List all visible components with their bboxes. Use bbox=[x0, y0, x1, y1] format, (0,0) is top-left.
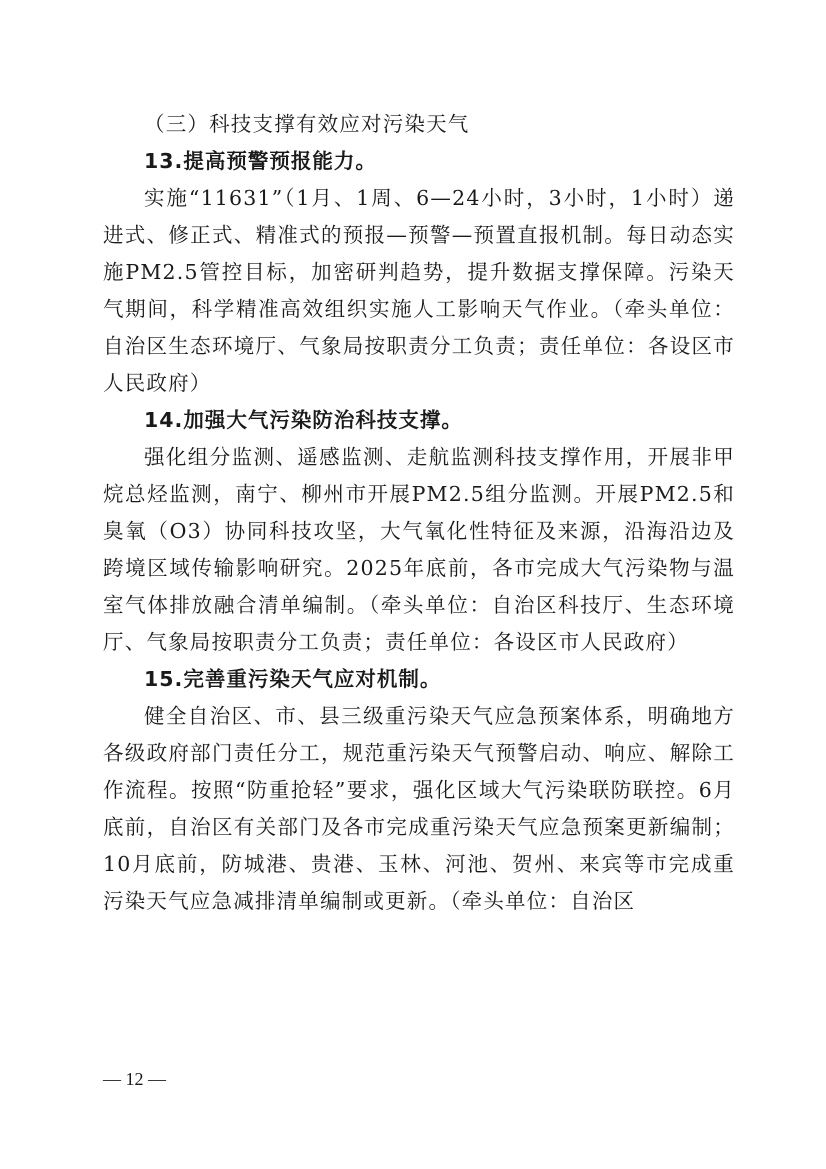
item-heading-15: 15.完善重污染天气应对机制。 bbox=[144, 667, 442, 691]
item-heading-13: 13.提高预警预报能力。 bbox=[144, 149, 377, 173]
item-body-13: 实施“11631”（1月、1周、6—24小时，3小时，1小时）递进式、修正式、精准式的预报—预警—预置直报机制。每日动态实施PM2.5管控目标，加密研判趋势，提升数据支撑保障。污染天气期间，科学精准高效组织实施人工影响天气作业。（牵头单位：自治区生态环境厅、气象局按职责分工负责；责任单位：各设区市人民政府） bbox=[103, 186, 735, 395]
page-content bbox=[103, 106, 735, 920]
item-heading-14: 14.加强大气污染防治科技支撑。 bbox=[144, 408, 463, 432]
section-subtitle: （三）科技支撑有效应对污染天气 bbox=[144, 112, 470, 136]
item-body-15: 健全自治区、市、县三级重污染天气应急预案体系，明确地方各级政府部门责任分工，规范重污染天气预警启动、响应、解除工作流程。按照“防重抢轻”要求，强化区域大气污染联防联控。6月底前，自治区有关部门及各市完成重污染天气应急预案更新编制；10月底前，防城港、贵港、玉林、河池、贺州、来宾等市完成重污染天气应急减排清单编制或更新。（牵头单位：自治区 bbox=[103, 704, 735, 913]
item-body-14: 强化组分监测、遥感监测、走航监测科技支撑作用，开展非甲烷总烃监测，南宁、柳州市开展PM2.5组分监测。开展PM2.5和臭氧（O3）协同科技攻坚，大气氧化性特征及来源，沿海沿边及跨境区域传输影响研究。2025年底前，各市完成大气污染物与温室气体排放融合清单编制。（牵头单位：自治区科技厅、生态环境厅、气象局按职责分工负责；责任单位：各设区市人民政府） bbox=[103, 445, 735, 654]
page-number: — 12 — bbox=[103, 1069, 166, 1089]
